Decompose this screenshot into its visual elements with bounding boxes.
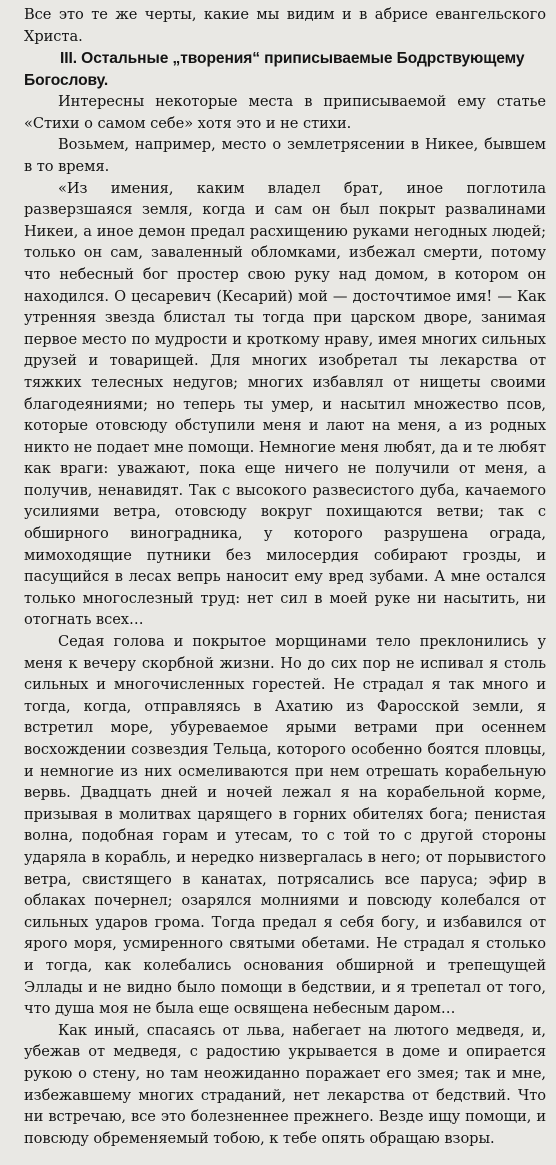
paragraph-quote-lion: Как иный, спасаясь от льва, набегает на лютого медведя, и, убежав от медведя, с радостию укрывается в доме и опирается рукою о стену, но там неожиданно поражает его змея; так и мне, избежавшему многих страданий, нет лекарства от бедствий. Что ни встречаю, все это болезненнее прежнего. Везде ищу помощи, и повсюду обременяемый тобою, к тебе опять обращаю взоры. — [24, 1021, 546, 1147]
paragraph-intro: Все это те же черты, какие мы видим и в абрисе евангельского Христа. — [24, 6, 546, 45]
paragraph-quote-voyage: Седая голова и покрытое морщинами тело преклонились у меня к вечеру скорбной жизни. Но до сих пор не испивал я столь сильных и многочисленных горестей. Не страдал я так много и тогда, когда, отправляясь в Ахатию из Фаросской земли, я встретил море, убуреваемое ярыми ветрами при осеннем восхождении созвездия Тельца, которого особенно боятся пловцы, и немногие из них осмеливаются при нем отрешать корабельную вервь. Двадцать дней и ночей лежал я на корабельной корме, призывая в молитвах царящего в горних обителях бога; пенистая волна, подобная горам и утесам, то с той то с другой стороны ударяла в корабль, и нередко низвергалась в него; от порывистого ветра, свистящего в канатах, потрясались все паруса; эфир в облаках почернел; озарялся молниями и повсюду колебался от сильных ударов грома. Тогда предал я себя богу, и избавился от ярого моря, усмиренного святыми обетами. Не страдал я столько и тогда, как колебались основания обширной и трепещущей Эллады и не видно было помощи в бедствии, и я трепетал от того, что душа моя не была еще освящена небесным даром… — [24, 633, 546, 1018]
paragraph-quote-estate: «Из имения, каким владел брат, иное поглотила разверзшаяся земля, когда и сам он был покрыт развалинами Никеи, а иное демон предал расхищению руками негодных людей; только он сам, заваленный обломками, избежал смерти, потому что небесный бог простер свою руку над домом, в котором он находился. О цесаревич (Кесарий) мой — досточтимое имя! — Как утренняя звезда блистал ты тогда при царском дворе, занимая первое место по мудрости и кроткому нраву, имея многих сильных друзей и товарищей. Для многих изобретал ты лекарства от тяжких телесных недугов; многих избавлял от нищеты своими благодеяниями; но теперь ты умер, и насытил множество псов, которые отовсюду обступили меня и лают на меня, а из родных никто не подает мне помощи. Немногие меня любят, да и те любят как враги: уважают, пока еще ничего не получили от меня, а получив, ненавидят. Так с высокого развесистого дуба, качаемого усилиями ветра, отовсюду вокруг похищаются ветви; так с обширного виноградника, у которого разрушена ограда, мимоходящие путники без милосердия собирают грозды, и пасущийся в лесах вепрь наносит ему вред зубами. А мне остался только многослезный труд: нет сил в моей руке ни насытить, ни отогнать всех… — [24, 179, 546, 629]
paragraph-interest: Интересны некоторые места в приписываемой ему статье «Стихи о самом себе» хотя это и не стихи. — [24, 93, 546, 132]
paragraph-earthquake: Возьмем, например, место о землетрясении в Никее, бывшем в то время. — [24, 136, 546, 175]
section-heading: III. Остальные „творения“ приписываемые Бодрствующему Богослову. — [24, 50, 525, 89]
